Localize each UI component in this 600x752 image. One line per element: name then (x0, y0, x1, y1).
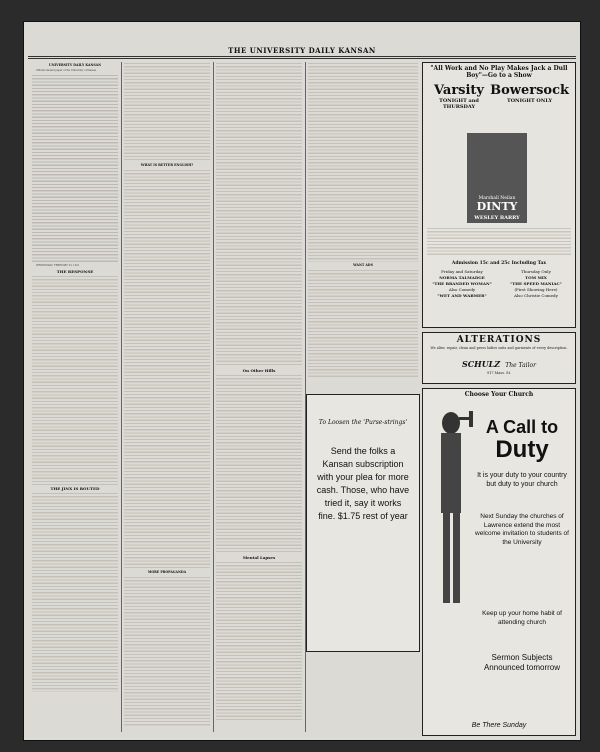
first-showing: (First Showing Here) (514, 287, 558, 292)
norma-name: NORMA TALMADGE (439, 275, 485, 280)
feature-blurb (427, 227, 571, 257)
masthead-rule (28, 56, 576, 57)
bowersock-when: TONIGHT ONLY (506, 98, 553, 104)
fri-sat: Friday and Saturday (441, 269, 483, 274)
purse-kicker: To Loosen the 'Purse-strings' (318, 419, 408, 426)
editorial-body (32, 275, 118, 485)
col3-body-3 (216, 561, 302, 721)
invitation-line: Next Sunday the churches of Lawrence extend the most welcome invitation to students of the University (475, 513, 569, 546)
varsity-name: Varsity (434, 83, 484, 98)
column-1 (32, 62, 118, 732)
subscription-ad (306, 394, 420, 652)
column-3 (216, 62, 302, 732)
want-ads-body (308, 269, 418, 379)
col1-subtitle: Official student paper of the University of Kansas (36, 69, 96, 73)
other-hills-heading: On Other Hills (242, 368, 276, 373)
jinx-body (32, 492, 118, 692)
church-top: Choose Your Church (464, 391, 534, 398)
alterations-ad (422, 332, 576, 384)
feature-star: Marshall Neilan (478, 196, 516, 201)
col2-body-2 (124, 169, 210, 569)
column-4 (308, 62, 418, 382)
editorial-heading: THE RESPONSE (56, 268, 94, 274)
alterations-heading: ALTERATIONS (456, 335, 542, 345)
branded-title: "THE BRANDED WOMAN" (432, 281, 492, 286)
masthead-rule-2 (28, 58, 576, 59)
col2-body-3 (124, 576, 210, 726)
feature-actor: WESLEY BARRY (474, 215, 520, 221)
jinx-heading: THE JINX IS ROUTED (50, 485, 100, 491)
comedy-1: Also Comedy (448, 287, 476, 292)
church-bottom: Be There Sunday (471, 722, 527, 729)
feature-title: DINTY (476, 200, 518, 213)
call-headline-2: Duty (495, 436, 549, 463)
better-english-heading: WHAT IS BETTER ENGLISH? (140, 163, 194, 167)
tom-mix: TOM MIX (525, 275, 547, 280)
theater-headline: "All Work and No Play Makes Jack a Dull Boy"—Go to a Show (430, 65, 568, 79)
alterations-body: We alter, repair, clean and press ladies suits and garments of every description. (430, 346, 568, 350)
sermon-line: Sermon Subjects Announced tomorrow (483, 653, 561, 672)
col1-heading: UNIVERSITY DAILY KANSAN (48, 63, 102, 67)
wet-title: "WET AND WARMER" (437, 293, 487, 298)
col1-date: WEDNESDAY, FEBRUARY 23, 1921 (36, 264, 80, 268)
column-divider (121, 62, 122, 732)
habit-line: Keep up your home habit of attending church (482, 610, 562, 626)
col3-body-2 (216, 374, 302, 554)
propaganda-heading: MORE PROPAGANDA (147, 570, 187, 575)
duty-line: It is your duty to your country but duty to your church (477, 472, 567, 488)
mental-lapses-heading: Mental Lapses (242, 555, 276, 561)
column-divider (213, 62, 214, 732)
newspaper-page (24, 22, 580, 740)
call-headline-1: A Call to (485, 417, 559, 437)
varsity-when: TONIGHT and THURSDAY (439, 98, 479, 110)
paper-title: THE UNIVERSITY DAILY KANSAN (228, 46, 376, 55)
schulz-name: SCHULZ (461, 359, 501, 369)
admission: Admission 15c and 25c Including Tax (451, 261, 547, 266)
comedy-2: Also Christie Comedy (514, 293, 558, 298)
staff-box (32, 74, 118, 264)
col3-body-1 (216, 62, 302, 367)
purse-body: Send the folks a Kansan subscription with your plea for more cash. Those, who have tried it, say it works fine. $1.75 rest of year (316, 446, 410, 521)
column-2 (124, 62, 210, 732)
speed-title: "THE SPEED MANIAC" (510, 281, 562, 286)
schulz-address: 917 Mass. St. (486, 371, 512, 375)
col2-body-1 (124, 62, 210, 162)
col4-body-1 (308, 62, 418, 262)
theater-ad (422, 62, 576, 328)
church-ad (422, 388, 576, 736)
want-ads-heading: WANT ADS (353, 263, 373, 267)
dinty-portrait (467, 133, 527, 223)
schulz-tailor: The Tailor (505, 362, 536, 369)
bowersock-name: Bowersock (490, 83, 569, 98)
thursday-only: Thursday Only (521, 269, 551, 274)
bugler-illustration (429, 403, 473, 623)
